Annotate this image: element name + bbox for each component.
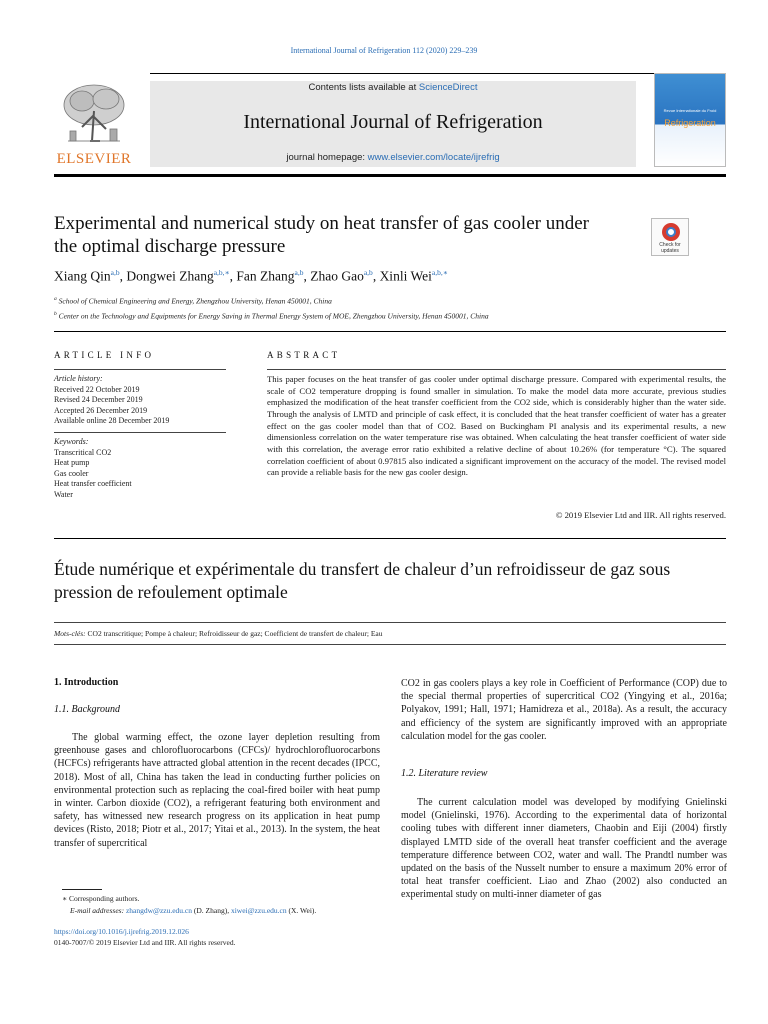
abstract-heading: ABSTRACT: [267, 350, 341, 360]
keyword-item: Water: [54, 489, 73, 499]
email-link[interactable]: zhangdw@zzu.edu.cn: [125, 906, 193, 915]
crossmark-label-line2: updates: [661, 248, 679, 254]
issn-line: 0140-7007/© 2019 Elsevier Ltd and IIR. All rights reserved.: [54, 938, 236, 947]
email-link[interactable]: xiwei@zzu.edu.cn: [230, 906, 287, 915]
sciencedirect-link[interactable]: ScienceDirect: [418, 82, 478, 93]
corresponding-note: ∗ Corresponding authors.: [62, 894, 140, 903]
keywords: [54, 437, 226, 501]
affiliations: [54, 293, 714, 322]
doi-link[interactable]: https://doi.org/10.1016/j.ijrefrig.2019.12.026: [54, 927, 189, 936]
article-info-heading: ARTICLE INFO: [54, 350, 155, 360]
keyword-item: Heat pump: [54, 458, 90, 468]
author-name[interactable]: Fan Zhang: [236, 268, 295, 284]
homepage-prefix: journal homepage:: [286, 152, 368, 163]
banner-center-panel: [150, 81, 636, 167]
divider: [54, 432, 226, 433]
contents-prefix: Contents lists available at: [308, 82, 419, 93]
affiliation-text: School of Chemical Engineering and Energy, Zhengzhou University, Henan 450001, China: [58, 296, 332, 306]
author-affil-mark[interactable]: a,b: [294, 268, 304, 277]
footnotes: [62, 893, 392, 917]
history-heading: Article history:: [54, 374, 103, 383]
email-label: E-mail addresses:: [70, 906, 125, 915]
article-title: Experimental and numerical study on heat transfer of gas cooler under the optimal discharge pressure: [54, 213, 589, 257]
elsevier-logo[interactable]: [54, 81, 134, 165]
doi-block: [54, 926, 394, 948]
divider: [54, 538, 726, 539]
affiliation-item: [54, 293, 714, 308]
author-affil-mark[interactable]: a,b,∗: [213, 268, 230, 277]
author-name[interactable]: Dongwei Zhang: [126, 268, 214, 284]
author-name[interactable]: Zhao Gao: [310, 268, 364, 284]
history-item: Received 22 October 2019: [54, 384, 140, 394]
keyword-item: Heat transfer coefficient: [54, 479, 132, 489]
history-item: Accepted 26 December 2019: [54, 405, 148, 415]
body-paragraph: CO2 in gas coolers plays a key role in Coefficient of Performance (COP) due to the special thermal properties of supercritical CO2 (Yingying et al., 2016a; Polyakov, 1991; Hall, 1971; Hamidreza et al., 2018a). As a result, the accuracy and efficiency of the system are significantly improved with an appropriate calculation model for the gas cooler.: [401, 678, 727, 742]
affiliation-mark: b: [54, 310, 57, 317]
banner-bottom-rule: [54, 174, 726, 177]
tree-logo-icon: [60, 81, 128, 147]
divider: [54, 644, 726, 645]
motscles-text: CO2 transcritique; Pompe à chaleur; Refroidisseur de gaz; Coefficient de transfert de chaleur; Eau: [87, 629, 383, 638]
subsection-heading-literature: 1.2. Literature review: [401, 768, 488, 779]
keyword-item: Gas cooler: [54, 468, 89, 478]
section-heading-introduction: 1. Introduction: [54, 677, 119, 688]
author-name[interactable]: Xinli Wei: [379, 268, 432, 284]
abstract-text: This paper focuses on the heat transfer of gas cooler under optimal discharge pressure. Compared with experimental results, the scale of CO2 temperature dropping is found smaller in simulation. To make the model data more accurate, previous studies emphasized the modification of the heat transfer coefficient from the CO2 side, which is considerably higher than the water side. Through the analysis of LMTD and principle of cask effect, it is concluded that the heat transfer coefficient of water has a greater effect on the gas cooler model than that of CO2. Based on Buckingham PI analysis and its experimental results, a new dimensionless correlation on the water temperature rise was obtained. When calculating the heat transfer coefficient of water side with this correlation, the average error ratio exhibited a relative decline of about 10.26% (for temperature °C). The squared correlation coefficient of about 0.97815 also indicated a significant improvement on the accuracy of the model. The revised model can provide a reliable basis for the new gas cooler design.: [267, 374, 726, 478]
keyword-item: Transcritical CO2: [54, 447, 112, 457]
journal-homepage-link[interactable]: www.elsevier.com/locate/ijrefrig: [367, 152, 500, 163]
article-history: [54, 374, 226, 427]
publisher-name: ELSEVIER: [56, 151, 132, 167]
keywords-heading: Keywords:: [54, 437, 89, 446]
journal-reference[interactable]: International Journal of Refrigeration 112 (2020) 229–239: [290, 46, 478, 55]
crossmark-inner-icon: [666, 227, 676, 237]
email-owner: (D. Zhang),: [193, 906, 230, 915]
author-affil-mark[interactable]: a,b: [363, 268, 373, 277]
history-item: Revised 24 December 2019: [54, 395, 143, 405]
affiliation-item: [54, 308, 714, 323]
email-note: [62, 905, 392, 917]
french-title: Étude numérique et expérimentale du transfert de chaleur d’un refroidisseur de gaz sous pression de refoulement optimale: [54, 559, 671, 602]
author-list: Xiang Qin$^{a,b}$, Dongwei Zhang$^{a,b,∗}$, Fan Zhang$^{a,b}$, Zhao Gao$^{a,b}$, Xinli Wei$^{a,b,∗}$: [54, 268, 448, 284]
cover-title: Refrigeration: [664, 118, 716, 128]
banner-top-rule: [150, 73, 690, 74]
author-affil-mark[interactable]: a,b,∗: [431, 268, 448, 277]
history-item: Available online 28 December 2019: [54, 416, 170, 426]
divider: [54, 331, 726, 332]
homepage-line: [150, 152, 636, 163]
body-paragraph: The global warming effect, the ozone layer depletion resulting from greenhouse gases and chlorofluorocarbons (CFCs)/ hydrochlorofluorocarbons (HCFCs) refrigerants have attracted global attention in the recent decades (IPCC, 2018). Most of all, China has taken the lead in conducting further policies on environmental protection such as replacing the coal-fired boiler with heat pump in winter. Carbon dioxide (CO2), a refrigerant featuring both environment and safety, has witnessed new research progress on its application in heat pump devices (Risto, 2018; Piotr et al., 2017; Yitai et al., 2013). In the system, the heat transfer of supercritical: [54, 732, 380, 849]
author-affil-mark[interactable]: a,b: [110, 268, 120, 277]
journal-banner: [54, 73, 726, 175]
subsection-heading-background: 1.1. Background: [54, 704, 121, 715]
corresponding-text: Corresponding authors.: [68, 894, 140, 903]
french-keywords: [54, 629, 726, 638]
abstract-copyright: © 2019 Elsevier Ltd and IIR. All rights reserved.: [555, 510, 726, 520]
cover-subtitle: Revue Internationale du Froid: [663, 108, 717, 113]
author-name[interactable]: Xiang Qin: [54, 268, 111, 284]
body-paragraph: The current calculation model was developed by modifying Gnielinski model (Gnielinski, 1976). According to the experimental data of horizontal cooling tubes with different inner diameters, Chaobin and Eiji (2004) firstly displayed LMTD side of the overall heat transfer coefficient and the average temperature difference between CO2, water and wall. The Prandtl number was updated on the basis of the Nusselt number to ensure a maximum 20% error of total heat transfer coefficient. Liao and Zhao (2002) also conducted an experimental study on multi-inner diameter of gas: [401, 797, 727, 901]
footnote-rule: [62, 889, 102, 890]
affiliation-mark: a: [54, 296, 57, 302]
divider: [54, 369, 226, 370]
contents-line: [150, 82, 636, 93]
journal-name: International Journal of Refrigeration: [243, 111, 543, 133]
affiliation-text: Center on the Technology and Equipments for Energy Saving in Thermal Energy System of MOE, Zhengzhou University, Henan 450001, China: [58, 311, 489, 320]
check-for-updates-button[interactable]: [651, 218, 689, 256]
journal-cover-thumbnail[interactable]: [654, 73, 726, 167]
divider: [54, 622, 726, 623]
crossmark-label: [652, 242, 688, 254]
crossmark-label-line1: Check for: [659, 242, 681, 248]
motscles-label: Mots-clés:: [54, 629, 86, 638]
divider: [267, 369, 726, 370]
email-owner: (X. Wei).: [288, 906, 317, 915]
